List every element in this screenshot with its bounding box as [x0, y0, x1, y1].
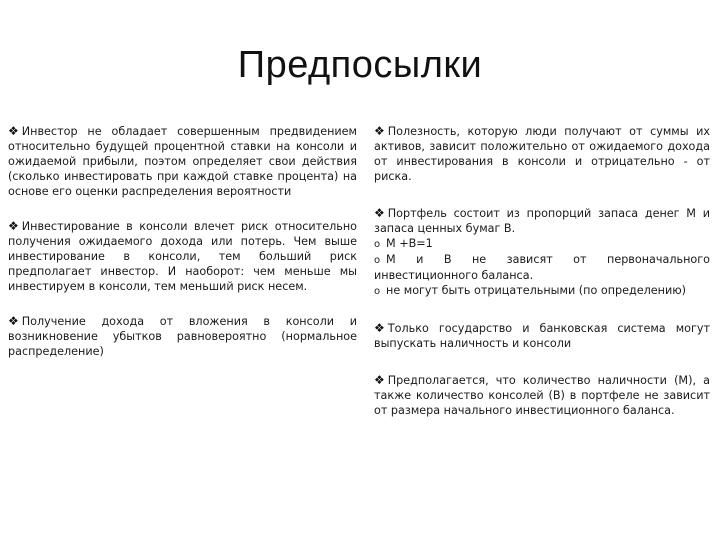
right-bullet-4-text: Предполагается, что количество наличности (М), а также количество консолей (В) в портфеле не зависит от размера начального инвестиционного баланса. — [374, 374, 710, 417]
left-bullet-3-text: Получение дохода от вложения в консоли и возникновение убытков равновероятно (нормальное распределение) — [8, 315, 357, 358]
right-bullet-1-text: Полезность, которую люди получают от суммы их активов, зависит положительно от ожидаемого дохода от инвестирования в консоли и отрицательно - от риска. — [374, 125, 710, 183]
circle-bullet-icon: o — [374, 286, 381, 297]
left-bullet-1 — [8, 124, 357, 199]
right-bullet-2-text: Портфель состоит из пропорций запаса денег М и запаса ценных бумаг В. — [374, 207, 710, 235]
left-bullet-2-text: Инвестирование в консоли влечет риск относительно получения ожидаемого дохода или потерь. Чем выше инвестирование в консоли, тем больший риск предполагает инвестор. И наоборот: чем меньше мы инвестируем в консоли, тем меньший риск несем. — [8, 220, 357, 293]
right-column — [374, 124, 710, 418]
circle-bullet-icon: o — [374, 239, 381, 250]
right-bullet-2 — [374, 206, 710, 236]
left-bullet-1-text: Инвестор не обладает совершенным предвидением относительно будущей процентной ставки на консоли и ожидаемой прибыли, поэтом определяет свои действия (сколько инвестировать при каждой ставке процента) на основе его оценки распределения вероятности — [8, 125, 357, 198]
diamond-bullet-icon: ❖ — [374, 206, 385, 220]
diamond-bullet-icon: ❖ — [374, 124, 385, 138]
left-column — [8, 124, 357, 359]
left-bullet-3 — [8, 314, 357, 359]
right-sub-bullet-2 — [374, 252, 710, 283]
right-bullet-3-text: Только государство и банковская система могут выпускать наличность и консоли — [374, 322, 710, 350]
diamond-bullet-icon: ❖ — [8, 124, 19, 138]
diamond-bullet-icon: ❖ — [8, 314, 19, 328]
circle-bullet-icon: o — [374, 255, 381, 266]
right-bullet-1 — [374, 124, 710, 184]
slide-title: Предпосылки — [237, 44, 483, 86]
left-bullet-2 — [8, 219, 357, 294]
diamond-bullet-icon: ❖ — [374, 321, 385, 335]
diamond-bullet-icon: ❖ — [8, 219, 19, 233]
right-bullet-4 — [374, 373, 710, 418]
right-sub-bullet-1-text: М +В=1 — [386, 237, 433, 250]
right-bullet-3 — [374, 321, 710, 351]
right-sub-bullet-3-text: не могут быть отрицательными (по определению) — [386, 284, 687, 297]
right-sub-bullet-1 — [374, 236, 710, 252]
right-sub-bullet-3 — [374, 283, 710, 299]
diamond-bullet-icon: ❖ — [374, 373, 385, 387]
right-sub-bullet-2-text: М и В не зависят от первоначального инвестиционного баланса. — [374, 253, 710, 282]
